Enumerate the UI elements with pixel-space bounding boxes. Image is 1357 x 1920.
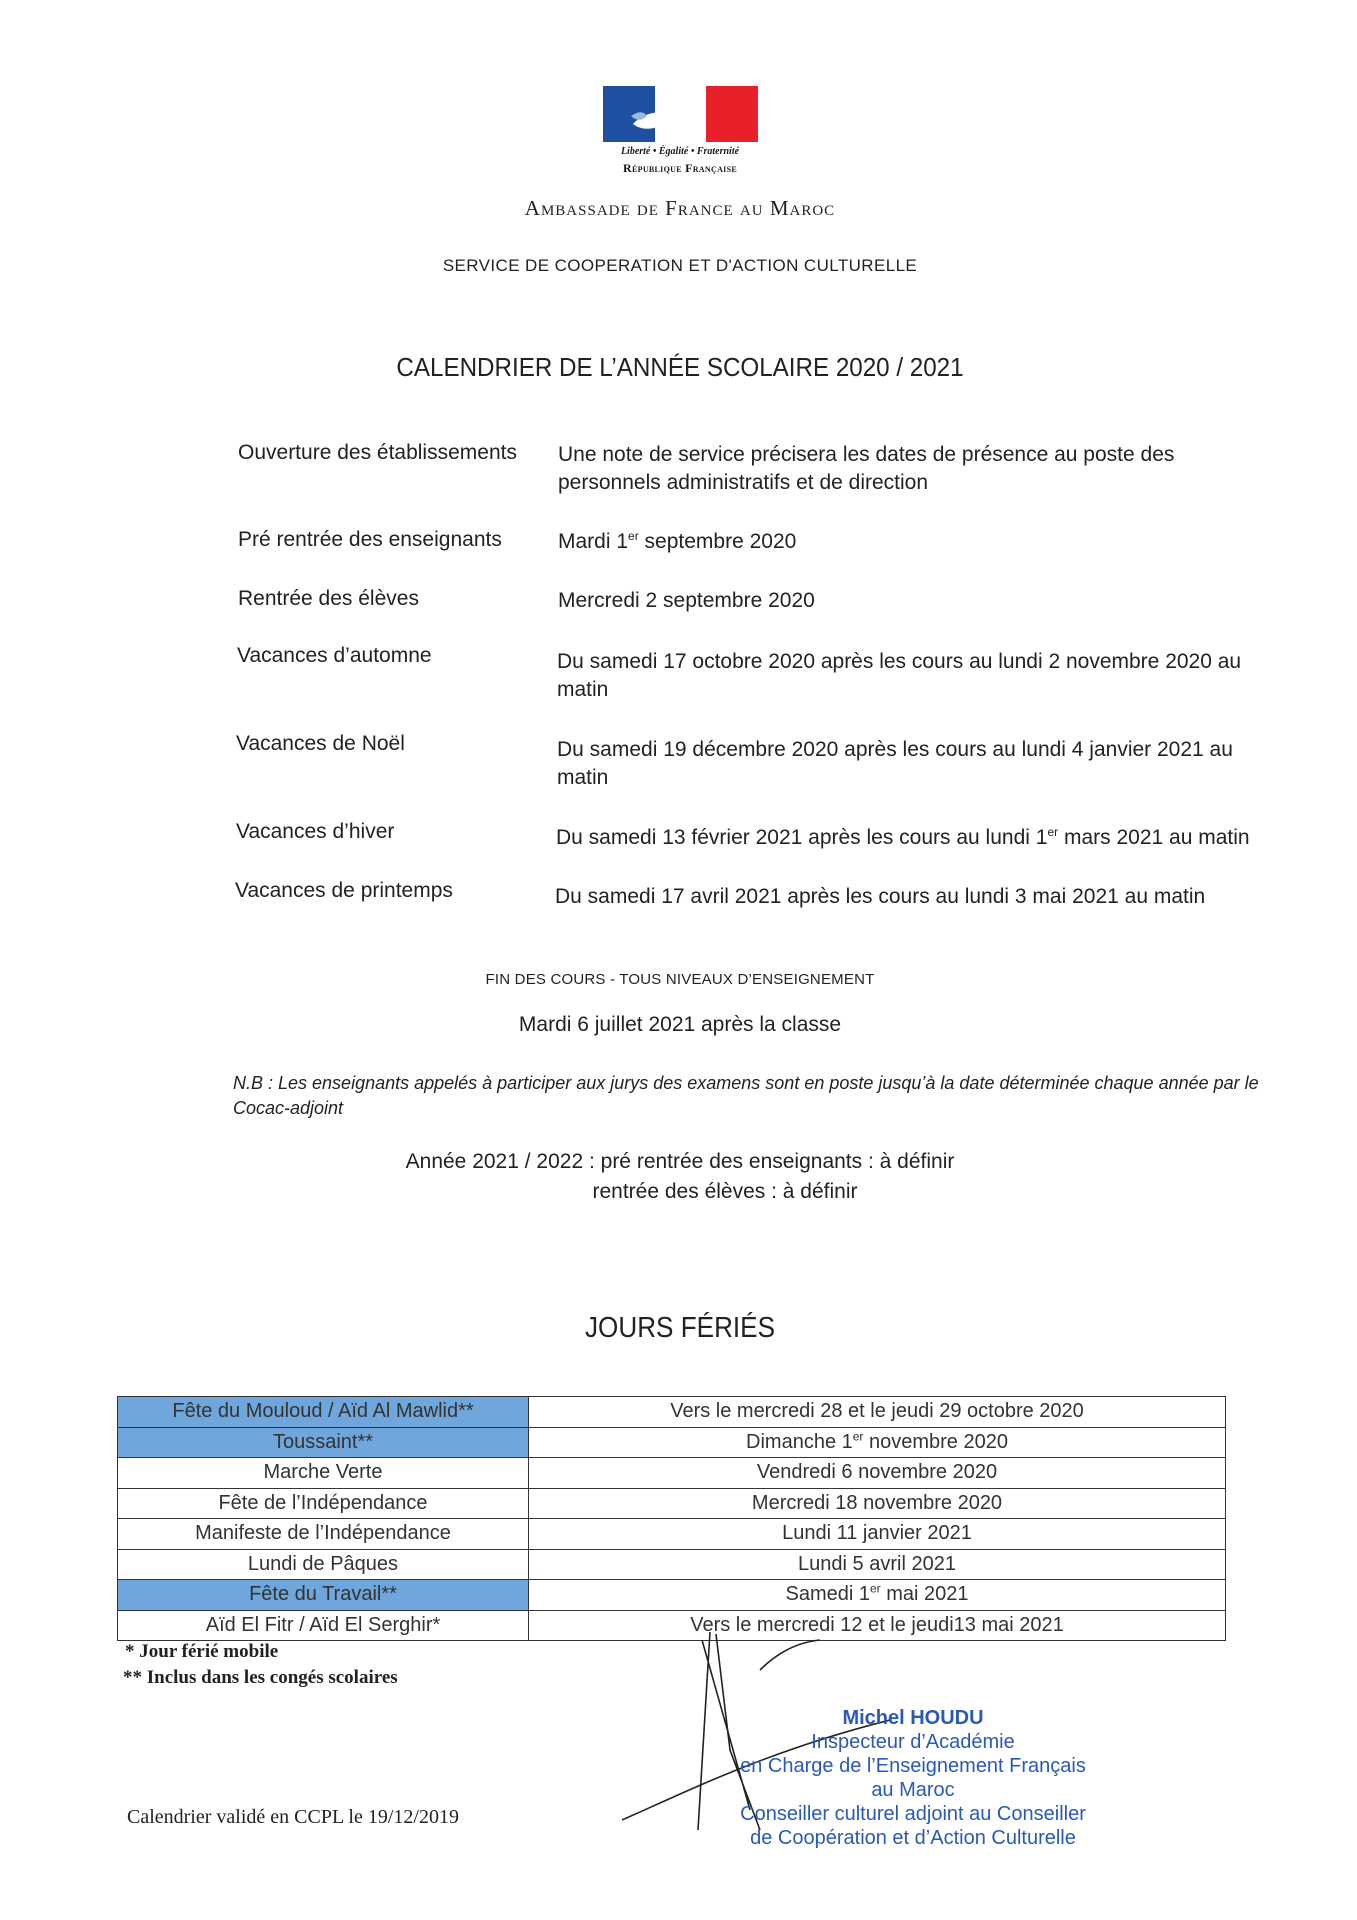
holiday-date: Vers le mercredi 12 et le jeudi13 mai 2021	[529, 1610, 1226, 1641]
calendar-value-hiver: Du samedi 13 février 2021 après les cours au lundi 1er mars 2021 au matin	[556, 825, 1250, 849]
holiday-name: Aïd El Fitr / Aïd El Serghir*	[118, 1610, 529, 1641]
table-row	[118, 1397, 1226, 1428]
calendar-value-printemps: Du samedi 17 avril 2021 après les cours au lundi 3 mai 2021 au matin	[555, 885, 1206, 908]
signatory-line3: au Maroc	[871, 1779, 955, 1801]
calendar-label-printemps: Vacances de printemps	[235, 879, 453, 902]
calendar-label-rentree: Rentrée des élèves	[238, 587, 419, 610]
table-row	[118, 1580, 1226, 1611]
motto: Liberté • Égalité • Fraternité	[620, 146, 740, 157]
calendar-label-hiver: Vacances d’hiver	[236, 820, 395, 843]
next-year-line1: Année 2021 / 2022 : pré rentrée des enseignants : à définir	[405, 1150, 955, 1173]
holiday-date: Lundi 5 avril 2021	[529, 1549, 1226, 1580]
holiday-name: Manifeste de l’Indépendance	[118, 1519, 529, 1550]
embassy-title: Ambassade de France au Maroc	[524, 196, 836, 220]
holiday-date: Lundi 11 janvier 2021	[529, 1519, 1226, 1550]
calendar-label-noel: Vacances de Noël	[236, 732, 405, 755]
footnote-mobile-holiday: * Jour férié mobile	[125, 1641, 279, 1662]
end-of-classes-date: Mardi 6 juillet 2021 après la classe	[518, 1013, 842, 1036]
calendar-value-rentree: Mercredi 2 septembre 2020	[558, 589, 815, 612]
end-of-classes-label: FIN DES COURS - TOUS NIVEAUX D’ENSEIGNEMENT	[485, 971, 875, 988]
calendar-value-pre-rentree: Mardi 1er septembre 2020	[558, 529, 797, 553]
calendar-label-automne: Vacances d’automne	[237, 644, 432, 667]
service-title: SERVICE DE COOPERATION ET D'ACTION CULTURELLE	[442, 256, 918, 275]
holidays-title: JOURS FÉRIÉS	[585, 1312, 775, 1344]
footnote-included-holidays: ** Inclus dans les congés scolaires	[123, 1667, 398, 1688]
signatory-line2: en Charge de l’Enseignement Français	[740, 1755, 1086, 1777]
calendar-value-automne: Du samedi 17 octobre 2020 après les cours au lundi 2 novembre 2020 au matin	[557, 650, 1242, 701]
validation-note: Calendrier validé en CCPL le 19/12/2019	[127, 1806, 459, 1828]
holiday-name: Fête du Mouloud / Aïd Al Mawlid**	[118, 1397, 529, 1428]
document-title: CALENDRIER DE L’ANNÉE SCOLAIRE 2020 / 2021	[396, 352, 964, 382]
marianne-logo	[603, 86, 758, 142]
holiday-name: Lundi de Pâques	[118, 1549, 529, 1580]
signatory-line4: Conseiller culturel adjoint au Conseiller	[740, 1803, 1086, 1825]
table-row	[118, 1458, 1226, 1489]
signatory-name: Michel HOUDU	[842, 1707, 984, 1729]
signatory-line1: Inspecteur d’Académie	[811, 1731, 1015, 1753]
holiday-name: Fête du Travail**	[118, 1580, 529, 1611]
holiday-date: Samedi 1er mai 2021	[529, 1580, 1226, 1611]
signatory-line5: de Coopération et d’Action Culturelle	[750, 1827, 1076, 1849]
calendar-label-pre-rentree: Pré rentrée des enseignants	[238, 528, 502, 551]
republic-label: République Française	[623, 161, 737, 175]
holiday-date: Vendredi 6 novembre 2020	[529, 1458, 1226, 1489]
holidays-table	[117, 1396, 1226, 1641]
nb-note: N.B : Les enseignants appelés à participer aux jurys des examens sont en poste jusqu’à la date déterminée chaque année par le Cocac-adjoint	[233, 1073, 1259, 1118]
calendar-value-noel: Du samedi 19 décembre 2020 après les cours au lundi 4 janvier 2021 au matin	[557, 738, 1233, 789]
holiday-date: Mercredi 18 novembre 2020	[529, 1488, 1226, 1519]
table-row	[118, 1488, 1226, 1519]
holiday-date: Vers le mercredi 28 et le jeudi 29 octobre 2020	[529, 1397, 1226, 1428]
table-row	[118, 1427, 1226, 1458]
holiday-name: Fête de l’Indépendance	[118, 1488, 529, 1519]
table-row	[118, 1549, 1226, 1580]
table-row	[118, 1519, 1226, 1550]
holiday-date: Dimanche 1er novembre 2020	[529, 1427, 1226, 1458]
holiday-name: Marche Verte	[118, 1458, 529, 1489]
holiday-name: Toussaint**	[118, 1427, 529, 1458]
calendar-value-opening: Une note de service précisera les dates de présence au poste des personnels administratifs et de direction	[558, 443, 1175, 494]
next-year-line2: rentrée des élèves : à définir	[592, 1180, 858, 1203]
calendar-label-opening: Ouverture des établissements	[238, 441, 517, 464]
